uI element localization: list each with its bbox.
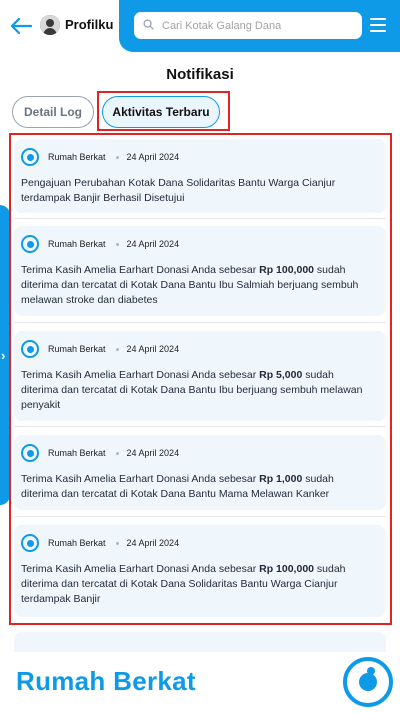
page-title: Notifikasi bbox=[166, 66, 234, 83]
search-box[interactable] bbox=[134, 12, 362, 39]
search-input[interactable] bbox=[162, 20, 352, 32]
notification-list-highlight bbox=[9, 133, 392, 625]
avatar[interactable] bbox=[40, 15, 60, 35]
notification-date: 24 April 2024 bbox=[126, 344, 180, 354]
app-header bbox=[0, 0, 400, 52]
brand-wordmark: Rumah Berkat bbox=[16, 666, 196, 696]
notification-source: Rumah Berkat bbox=[48, 239, 106, 249]
rumah-berkat-logo-icon[interactable] bbox=[343, 657, 393, 707]
notification-source: Rumah Berkat bbox=[48, 538, 106, 548]
chevron-right-icon[interactable]: › bbox=[1, 348, 6, 363]
notification-source: Rumah Berkat bbox=[48, 344, 106, 354]
notification-date: 24 April 2024 bbox=[126, 448, 180, 458]
tab-detail-log[interactable]: Detail Log bbox=[12, 96, 94, 128]
notification-message: Terima Kasih Amelia Earhart Donasi Anda sebesar Rp 100,000 sudah diterima dan tercatat di Kotak Dana Solidaritas Bantu Warga Cianjur terdampak Banjir bbox=[21, 563, 346, 605]
notification-source: Rumah Berkat bbox=[48, 448, 106, 458]
notification-source: Rumah Berkat bbox=[48, 152, 106, 162]
tab-aktivitas-terbaru[interactable]: Aktivitas Terbaru bbox=[102, 96, 220, 128]
notification-date: 24 April 2024 bbox=[126, 239, 180, 249]
notification-message: Terima Kasih Amelia Earhart Donasi Anda sebesar Rp 1,000 sudah diterima dan tercatat di Kotak Dana Bantu Mama Melawan Kanker bbox=[21, 473, 334, 500]
notification-message: Terima Kasih Amelia Earhart Donasi Anda sebesar Rp 5,000 sudah diterima dan tercatat di Kotak Dana Bantu Ibu berjuang sembuh melawan penyakit bbox=[21, 369, 363, 411]
notification-message: Terima Kasih Amelia Earhart Donasi Anda sebesar Rp 100,000 sudah diterima dan tercatat di Kotak Dana Bantu Ibu Salmiah berjuang sembuh melawan stroke dan diabetes bbox=[21, 264, 359, 306]
hamburger-menu-icon[interactable] bbox=[370, 18, 386, 32]
back-arrow-icon[interactable] bbox=[8, 14, 34, 38]
notification-message: Pengajuan Perubahan Kotak Dana Solidaritas Bantu Warga Cianjur terdampak Banjir Berhasil Disetujui bbox=[21, 177, 336, 204]
profile-link[interactable]: Profilku bbox=[65, 17, 114, 32]
notification-date: 24 April 2024 bbox=[126, 152, 180, 162]
search-panel bbox=[119, 0, 400, 52]
app-footer bbox=[0, 652, 400, 713]
search-icon bbox=[143, 17, 154, 35]
notification-date: 24 April 2024 bbox=[126, 538, 180, 548]
